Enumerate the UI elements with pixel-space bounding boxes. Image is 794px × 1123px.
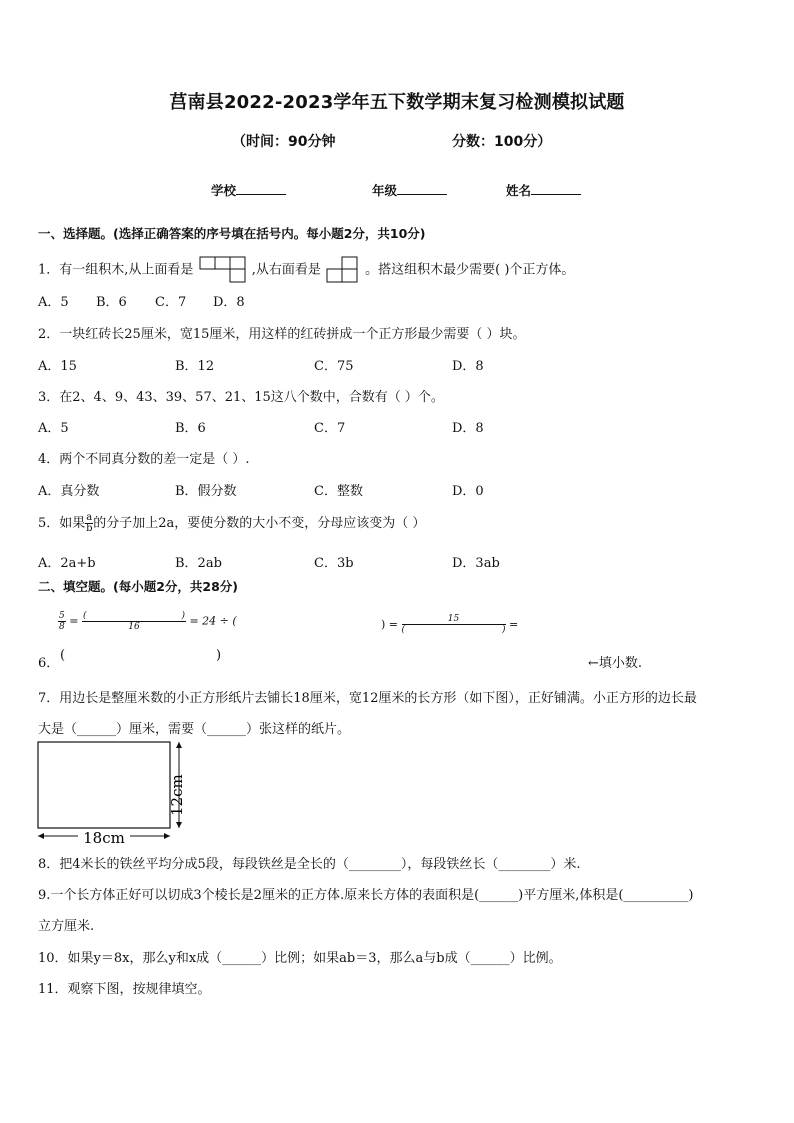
school-field[interactable]	[211, 181, 286, 199]
grade-blank[interactable]	[397, 182, 447, 195]
q1-option-d[interactable]: D．8	[213, 295, 245, 310]
q4-option-b[interactable]: B．假分数	[175, 484, 237, 499]
q6-frac2-num-close: )	[181, 611, 185, 621]
q5-option-d[interactable]: D．3ab	[452, 556, 500, 571]
exam-score: 分数：100分）	[452, 134, 552, 150]
q1-option-b[interactable]: B．6	[96, 295, 127, 310]
q6-paren-close-2: )	[216, 648, 222, 663]
q4-option-c[interactable]: C．整数	[314, 484, 363, 499]
question-11: 11．观察下图，按规律填空。	[38, 982, 211, 997]
question-4: 4．两个不同真分数的差一定是（ ）.	[38, 452, 250, 467]
q6-frac3-den-close: )	[502, 625, 506, 635]
q1-option-a[interactable]: A．5	[38, 295, 69, 310]
q6-eq-2: = 24 ÷ (	[189, 614, 237, 628]
q6-frac1-den: 8	[59, 622, 65, 632]
grade-field[interactable]	[372, 181, 447, 199]
q7-text-2: 大是（______）厘米，需要（______）张这样的纸片。	[38, 722, 351, 737]
q2-option-c[interactable]: C．75	[314, 359, 354, 374]
question-1	[38, 256, 574, 284]
q5-option-c[interactable]: C．3b	[314, 556, 354, 571]
q7-text-1: 7．用边长是整厘米数的小正方形纸片去铺长18厘米，宽12厘米的长方形（如下图），正好铺满。小正方形的边长最	[38, 691, 697, 706]
q2-option-b[interactable]: B．12	[175, 359, 215, 374]
q7-width-arrow-right	[164, 833, 170, 839]
top-view-figure	[199, 256, 247, 284]
q7-width-arrow-left	[38, 833, 44, 839]
q6-frac3-den[interactable]	[402, 625, 506, 635]
name-label: 姓名	[506, 183, 532, 198]
q5-frac-den: b	[86, 523, 93, 534]
q3-option-b[interactable]: B．6	[175, 421, 206, 436]
school-label: 学校	[211, 183, 237, 198]
question-9-line-1: 9.一个长方体正好可以切成3个棱长是2厘米的正方体.原来长方体的表面积是(______)平方厘米,体积是(__________)	[38, 888, 694, 903]
q3-option-d[interactable]: D．8	[452, 421, 484, 436]
q6-frac2-num-open: (	[82, 611, 87, 621]
q6-eq-3: =	[388, 618, 399, 631]
q7-rectangle-figure	[34, 738, 194, 850]
page-title: 莒南县2022-2023学年五下数学期末复习检测模拟试题	[169, 92, 625, 113]
q1-text-b: ,从右面看是	[251, 262, 321, 278]
q3-option-c[interactable]: C．7	[314, 421, 346, 436]
question-3: 3．在2、4、9、43、39、57、21、15这八个数中，合数有（ ）个。	[38, 390, 444, 405]
right-view-figure	[326, 256, 360, 284]
name-blank[interactable]	[531, 182, 581, 195]
question-8: 8．把4米长的铁丝平均分成5段，每段铁丝是全长的（________），每段铁丝长（________）米.	[38, 857, 581, 872]
question-2: 2．一块红砖长25厘米，宽15厘米，用这样的红砖拼成一个正方形最少需要（ ）块。	[38, 327, 526, 342]
q5-option-b[interactable]: B．2ab	[175, 556, 222, 571]
q1-text-c: 。搭这组积木最少需要( )个正方体。	[365, 262, 575, 278]
q1-option-c[interactable]: C．7	[155, 295, 187, 310]
name-field[interactable]	[506, 181, 581, 199]
q5-text-b: 的分子加上2a，要使分数的大小不变，分母应该变为（ ）	[93, 516, 426, 531]
q7-height-label: 12cm	[168, 774, 186, 816]
q6-eq-4: =	[509, 618, 519, 631]
q6-frac2-num[interactable]	[82, 611, 186, 622]
school-blank[interactable]	[236, 182, 286, 195]
q4-option-d[interactable]: D．0	[452, 484, 484, 499]
q7-width-label: 18cm	[83, 829, 125, 847]
q6-frac-3[interactable]	[402, 614, 506, 635]
q6-frac-2[interactable]	[82, 611, 186, 632]
q6-formula-right	[381, 614, 518, 635]
q7-rectangle	[38, 742, 170, 828]
q6-frac2-den: 16	[128, 622, 140, 632]
section-1-heading: 一、选择题。(选择正确答案的序号填在括号内。每小题2分，共10分)	[38, 226, 426, 241]
q6-frac-1	[58, 611, 66, 632]
q6-paren-open: (	[60, 648, 66, 663]
q7-height-arrow-bottom	[176, 822, 182, 828]
q5-frac-num: a	[86, 512, 93, 523]
q6-tail: ←填小数.	[588, 656, 643, 671]
q6-formula	[58, 611, 237, 632]
section-2-heading: 二、填空题。(每小题2分，共28分)	[38, 579, 239, 594]
q7-height-arrow-top	[176, 742, 182, 748]
q5-option-a[interactable]: A．2a+b	[38, 556, 96, 571]
q5-text-a: 5．如果	[38, 516, 86, 531]
q6-frac1-num: 5	[59, 611, 65, 621]
grade-label: 年级	[372, 183, 398, 198]
question-10: 10．如果y＝8x，那么y和x成（______）比例；如果ab＝3，那么a与b成（______）比例。	[38, 951, 562, 966]
q6-label: 6．	[38, 656, 60, 671]
q6-eq-1: =	[69, 614, 79, 628]
q1-text-a: 1．有一组积木,从上面看是	[38, 262, 194, 278]
q3-option-a[interactable]: A．5	[38, 421, 69, 436]
q6-frac3-den-open: (	[401, 625, 406, 635]
exam-time: （时间：90分钟	[232, 134, 336, 150]
q4-option-a[interactable]: A．真分数	[38, 484, 100, 499]
q2-option-a[interactable]: A．15	[38, 359, 77, 374]
question-5	[38, 512, 425, 534]
q6-frac3-num: 15	[402, 614, 506, 625]
question-9-line-2: 立方厘米.	[38, 919, 95, 934]
q2-option-d[interactable]: D．8	[452, 359, 484, 374]
q6-paren-close: )	[381, 618, 386, 631]
